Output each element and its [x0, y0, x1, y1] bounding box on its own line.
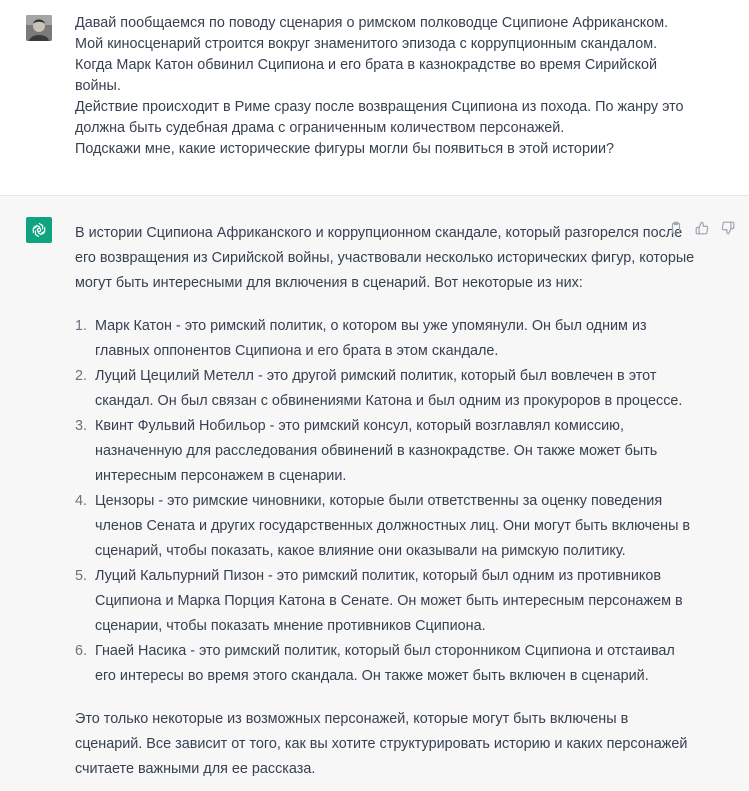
text-line: войны.	[75, 78, 121, 94]
text-line: членов Сената и других государственных должностных лиц. Они могут быть включены в	[95, 518, 691, 534]
list-item-number: 2.	[75, 368, 88, 384]
list-item	[75, 364, 683, 414]
message-actions	[668, 220, 736, 236]
text-line: Давай пообщаемся по поводу сценария о римском полководце Сципионе Африканском.	[75, 15, 669, 31]
text-line: Цензоры - это римские чиновники, которые были ответственны за оценку поведения	[95, 493, 663, 509]
text-line: Луций Цецилий Метелл - это другой римский политик, который был вовлечен в этот	[95, 368, 657, 384]
text-line: его возвращения из Сирийской войны, участвовали несколько исторических фигур, которые	[75, 250, 695, 266]
list-item	[75, 314, 675, 364]
text-line: Когда Марк Катон обвинил Сципиона и его брата в казнокрадстве во время Сирийской	[75, 57, 658, 73]
text-line: скандал. Он был связан с обвинениями Катона и был одним из прокуроров в процессе.	[95, 393, 683, 409]
list-item	[75, 639, 675, 689]
text-line: Гнаей Насика - это римский политик, который был сторонником Сципиона и отстаивал	[95, 643, 675, 659]
assistant-message	[0, 196, 749, 791]
text-line: В истории Сципиона Африканского и коррупционном скандале, который разгорелся после	[75, 225, 683, 241]
text-line: Квинт Фульвий Нобильор - это римский консул, который возглавлял комиссию,	[95, 418, 624, 434]
text-line: назначенную для расследования обвинений в казнокрадстве. Он также может быть	[95, 443, 658, 459]
list-item	[75, 564, 683, 639]
text-line: Это только некоторые из возможных персонажей, которые могут быть включены в	[75, 711, 629, 727]
text-line: сценарий. Все зависит от того, как вы хотите структурировать историю и каких персонажей	[75, 736, 688, 752]
thumbs-up-icon[interactable]	[694, 220, 710, 236]
text-line: сценарий, чтобы показать, какое влияние они оказывали на римскую политику.	[95, 543, 626, 559]
thumbs-down-icon[interactable]	[720, 220, 736, 236]
text-line: Действие происходит в Риме сразу после возвращения Сципиона из похода. По жанру это	[75, 99, 684, 115]
copy-icon[interactable]	[668, 220, 684, 236]
assistant-intro	[75, 221, 695, 296]
text-line: Луций Кальпурний Пизон - это римский политик, который был одним из противников	[95, 568, 661, 584]
character-list	[75, 314, 691, 689]
list-item-number: 3.	[75, 418, 88, 434]
text-line: Подскажи мне, какие исторические фигуры могли бы появиться в этой истории?	[75, 141, 615, 157]
user-message-text	[75, 13, 684, 160]
text-line: главных оппонентов Сципиона и его брата в этом скандале.	[95, 343, 499, 359]
assistant-outro	[75, 707, 688, 782]
user-message	[0, 0, 749, 196]
text-line: сценарии, чтобы показать мнение противников Сципиона.	[95, 618, 486, 634]
text-line: его интересы во время этого скандала. Он также может быть включен в сценарий.	[95, 668, 649, 684]
list-item	[75, 489, 691, 564]
text-line: Сципиона и Марка Порция Катона в Сенате. Он может быть интересным персонажем в	[95, 593, 683, 609]
openai-logo-icon	[26, 217, 52, 243]
list-item	[75, 414, 675, 489]
text-line: могут быть интересными для включения в сценарий. Вот некоторые из них:	[75, 275, 583, 291]
text-line: интересным персонажем в сценарии.	[95, 468, 347, 484]
list-item-number: 5.	[75, 568, 88, 584]
text-line: Марк Катон - это римский политик, о котором вы уже упомянули. Он был одним из	[95, 318, 647, 334]
text-line: считаете важными для ее рассказа.	[75, 761, 316, 777]
user-avatar-icon	[26, 15, 52, 41]
list-item-number: 4.	[75, 493, 88, 509]
text-line: Мой киносценарий строится вокруг знаменитого эпизода с коррупционным скандалом.	[75, 36, 658, 52]
list-item-number: 1.	[75, 318, 88, 334]
assistant-message-text	[75, 221, 695, 782]
text-line: должна быть судебная драма с ограниченным количеством персонажей.	[75, 120, 565, 136]
list-item-number: 6.	[75, 643, 88, 659]
